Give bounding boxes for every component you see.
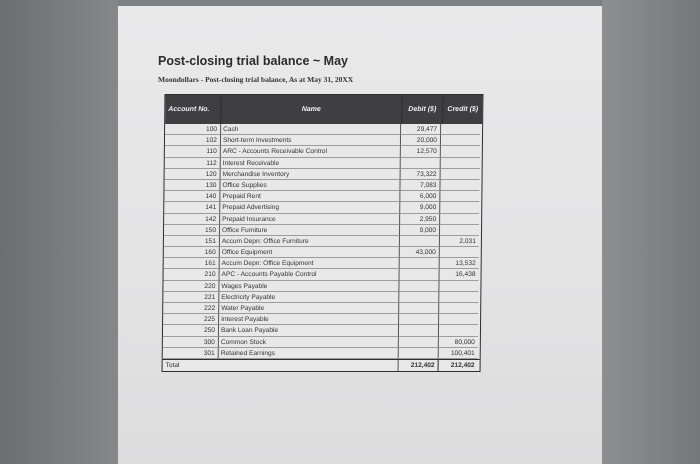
table-row <box>164 225 481 236</box>
account-number-cell: 301 <box>163 348 219 359</box>
account-number-cell: 161 <box>164 258 220 269</box>
debit-cell: 7,083 <box>400 180 440 191</box>
credit-cell <box>440 191 479 202</box>
account-number-cell: 210 <box>164 269 220 280</box>
account-name-cell: Prepaid Advertising <box>220 202 400 213</box>
table-row <box>164 180 481 191</box>
debit-cell: 2,950 <box>400 214 440 225</box>
table-row <box>163 292 480 303</box>
debit-cell: 9,000 <box>400 225 440 236</box>
credit-cell <box>441 135 480 146</box>
account-name-cell: Interest Receivable <box>221 158 401 169</box>
account-number-cell: 220 <box>163 281 219 292</box>
account-name-cell: Electricity Payable <box>219 292 399 303</box>
credit-cell <box>440 214 479 225</box>
credit-cell: 80,000 <box>439 337 478 348</box>
account-name-cell: Office Supplies <box>220 180 400 191</box>
account-number-cell: 150 <box>164 225 220 236</box>
table-row <box>164 214 481 225</box>
account-number-cell: 225 <box>163 314 219 325</box>
table-row <box>163 325 480 336</box>
total-label: Total <box>163 360 399 371</box>
credit-cell: 13,532 <box>440 258 479 269</box>
debit-cell <box>400 269 440 280</box>
debit-cell <box>399 337 439 348</box>
table-row <box>164 236 481 247</box>
credit-cell <box>439 292 478 303</box>
credit-cell <box>440 202 479 213</box>
credit-cell <box>441 169 480 180</box>
table-row <box>165 146 482 157</box>
table-row <box>163 281 480 292</box>
table-row <box>163 314 480 325</box>
account-number-cell: 130 <box>164 180 220 191</box>
credit-cell <box>440 247 479 258</box>
account-number-cell: 102 <box>165 135 221 146</box>
debit-cell <box>399 325 439 336</box>
debit-cell <box>400 236 440 247</box>
credit-cell: 16,438 <box>440 269 479 280</box>
account-name-cell: Office Furniture <box>220 225 400 236</box>
account-name-cell: Short-term Investments <box>221 135 401 146</box>
account-name-cell: Retained Earnings <box>219 348 399 359</box>
debit-cell: 9,000 <box>400 202 440 213</box>
account-number-cell: 151 <box>164 236 220 247</box>
header-name: Name <box>221 95 402 124</box>
paper-sheet <box>118 6 602 464</box>
debit-cell <box>399 314 439 325</box>
table-row <box>165 135 482 146</box>
trial-balance-table <box>162 94 484 372</box>
table-row <box>163 303 480 314</box>
page-subtitle: Moondollars - Post-closing trial balance, As at May 31, 20XX <box>158 75 354 84</box>
page-title: Post-closing trial balance ~ May <box>158 54 348 68</box>
debit-cell <box>400 258 440 269</box>
account-name-cell: Merchandise Inventory <box>221 169 401 180</box>
credit-cell <box>439 303 478 314</box>
credit-cell <box>439 281 478 292</box>
table-row <box>164 202 481 213</box>
account-name-cell: Prepaid Insurance <box>220 214 400 225</box>
credit-cell <box>440 180 479 191</box>
account-name-cell: Bank Loan Payable <box>219 325 399 336</box>
account-name-cell: Accum Depn: Office Furniture <box>220 236 400 247</box>
table-body <box>163 124 482 359</box>
credit-cell <box>440 225 479 236</box>
credit-cell: 2,031 <box>440 236 479 247</box>
debit-cell <box>401 158 441 169</box>
credit-cell <box>441 158 480 169</box>
account-name-cell: APC - Accounts Payable Control <box>220 269 400 280</box>
account-name-cell: ARC - Accounts Receivable Control <box>221 146 401 157</box>
account-name-cell: Water Payable <box>219 303 399 314</box>
debit-cell <box>399 292 439 303</box>
account-name-cell: Prepaid Rent <box>220 191 400 202</box>
debit-cell: 20,000 <box>401 135 441 146</box>
header-credit: Credit ($) <box>447 105 479 113</box>
credit-cell <box>439 325 478 336</box>
account-number-cell: 141 <box>164 202 220 213</box>
account-name-cell: Common Stock <box>219 337 399 348</box>
account-number-cell: 100 <box>165 124 221 135</box>
debit-cell: 43,000 <box>400 247 440 258</box>
account-number-cell: 140 <box>164 191 220 202</box>
table-row <box>165 124 482 135</box>
background-left <box>0 0 118 464</box>
account-name-cell: Interest Payable <box>219 314 399 325</box>
table-row <box>164 247 481 258</box>
credit-cell <box>441 124 480 135</box>
account-name-cell: Office Equipment <box>220 247 400 258</box>
debit-cell <box>399 303 439 314</box>
credit-cell: 100,401 <box>439 348 478 359</box>
account-number-cell: 112 <box>165 158 221 169</box>
account-number-cell: 250 <box>163 325 219 336</box>
total-debit: 212,402 <box>399 360 439 371</box>
account-number-cell: 120 <box>165 169 221 180</box>
header-account-no: Account No. <box>165 95 221 124</box>
table-row <box>165 169 482 180</box>
debit-cell: 73,322 <box>401 169 441 180</box>
account-number-cell: 160 <box>164 247 220 258</box>
account-number-cell: 142 <box>164 214 220 225</box>
header-debit: Debit ($) <box>402 95 443 124</box>
debit-cell <box>399 348 439 359</box>
credit-cell <box>439 314 478 325</box>
account-number-cell: 221 <box>163 292 219 303</box>
table-header <box>165 95 482 124</box>
total-row <box>163 359 480 371</box>
debit-cell: 6,000 <box>400 191 440 202</box>
account-number-cell: 300 <box>163 337 219 348</box>
table-row <box>165 158 482 169</box>
account-number-cell: 110 <box>165 146 221 157</box>
table-row <box>164 269 481 280</box>
table-row <box>163 337 480 348</box>
background-right <box>602 0 700 464</box>
credit-cell <box>441 146 480 157</box>
table-row <box>163 348 480 359</box>
debit-cell <box>399 281 439 292</box>
account-name-cell: Wages Payable <box>219 281 399 292</box>
table-row <box>164 258 481 269</box>
total-credit: 212,402 <box>450 361 475 369</box>
table-row <box>164 191 481 202</box>
account-name-cell: Cash <box>221 124 401 135</box>
debit-cell: 12,570 <box>401 146 441 157</box>
debit-cell: 29,477 <box>401 124 441 135</box>
account-number-cell: 222 <box>163 303 219 314</box>
account-name-cell: Accum Depn: Office Equipment <box>220 258 400 269</box>
